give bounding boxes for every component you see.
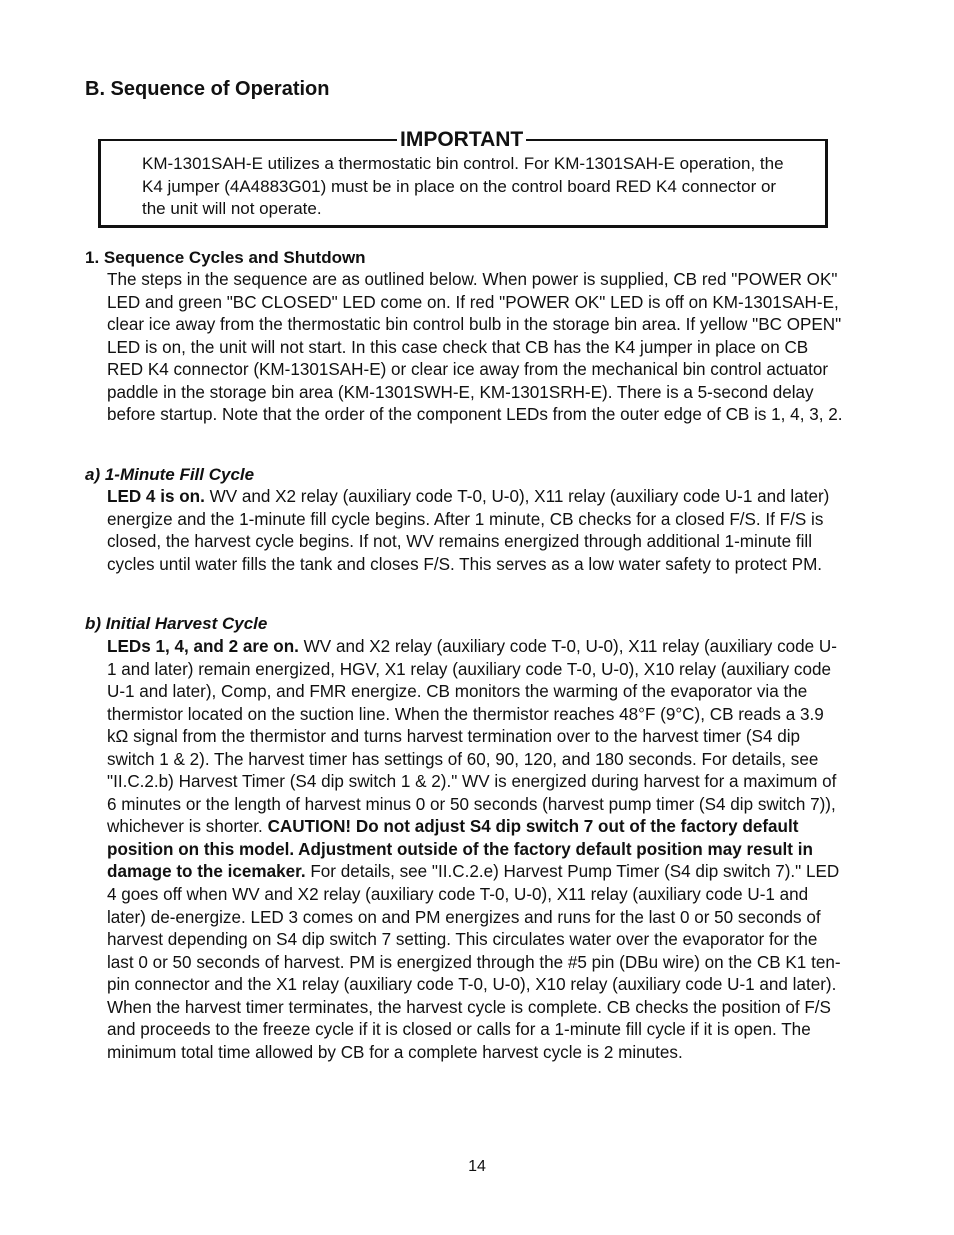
fill-cycle-text: WV and X2 relay (auxiliary code T-0, U-0), X11 relay (auxiliary code U-1 and later) energize and the 1-minute fill cycle begins. After 1 minute, CB checks for a closed F/S. If F/S is closed, the harvest cycle begins. If not, WV remains energized through additional 1-minute fill cycles until water fills the tank and closes F/S. This serves as a low water safety to protect PM. (107, 487, 830, 574)
section-title-sequence-cycles: 1. Sequence Cycles and Shutdown (85, 248, 366, 267)
harvest-text-part2: For details, see "II.C.2.e) Harvest Pump Timer (S4 dip switch 7)." LED 4 goes off when WV and X2 relay (auxiliary code T-0, U-0), X11 relay (auxiliary code U-1 and later) de-energize. LED 3 comes on and PM energizes and runs for the last 0 or 50 seconds of harvest depending on S4 dip switch 7 setting. This circulates water over the evaporator for the last 0 or 50 seconds of harvest. PM is energized through the #5 pin (DBu wire) on the CB K1 ten-pin connector and the X1 relay (auxiliary code T-0, U-0), X10 relay (auxiliary code U-1 and later). When the harvest timer terminates, the harvest cycle is complete. CB checks the position of F/S and proceeds to the freeze cycle if it is closed or calls for a 1-minute fill cycle if it is open. The minimum total time allowed by CB for a complete harvest cycle is 2 minutes. (107, 862, 841, 1062)
section-body-sequence-cycles: The steps in the sequence are as outlined below. When power is supplied, CB red "POWER OK" LED and green "BC CLOSED" LED come on. If red "POWER OK" LED is off on KM-1301SAH-E, clear ice away from the thermostatic bin control bulb in the storage bin area. If yellow "BC OPEN" LED is on, the unit will not start. In this case check that CB has the K4 jumper in place on CB RED K4 connector (KM-1301SAH-E) or clear ice away from the mechanical bin control actuator paddle in the storage bin area (KM-1301SWH-E, KM-1301SRH-E). There is a 5-second delay before startup. Note that the order of the component LEDs from the outer edge of CB is 1, 4, 3, 2. (107, 270, 843, 425)
harvest-text-part1: WV and X2 relay (auxiliary code T-0, U-0), X11 relay (auxiliary code U-1 and later) remain energized, HGV, X1 relay (auxiliary code T-0, U-0), X10 relay (auxiliary code U-1 and later), Comp, and FMR energize. CB monitors the warming of the evaporator via the thermistor located on the suction line. When the thermistor reaches 48°F (9°C), CB reads a 3.9 kΩ signal from the thermistor and turns harvest termination over to the harvest timer (S4 dip switch 1 & 2). The harvest timer has settings of 60, 90, 120, and 180 seconds. For details, see "II.C.2.b) Harvest Timer (S4 dip switch 1 & 2)." WV is energized during harvest for a maximum of 6 minutes or the length of harvest minus 0 or 50 seconds (harvest pump timer (S4 dip switch 7)), whichever is shorter. (107, 637, 837, 837)
section-body-fill-cycle (107, 486, 843, 576)
important-label: IMPORTANT (397, 129, 526, 151)
section-title-initial-harvest: b) Initial Harvest Cycle (85, 614, 268, 633)
harvest-lead: LEDs 1, 4, and 2 are on. (107, 637, 299, 656)
harvest-caution: CAUTION! Do not adjust S4 dip switch 7 out of the factory default position on this model. Adjustment outside of the factory default position may result in damage to the icemaker. (107, 817, 813, 882)
page-number: 14 (468, 1158, 486, 1175)
important-text: KM-1301SAH-E utilizes a thermostatic bin control. For KM-1301SAH-E operation, the K4 jumper (4A4883G01) must be in place on the control board RED K4 connector or the unit will not operate. (142, 154, 784, 218)
section-title-fill-cycle: a) 1-Minute Fill Cycle (85, 465, 255, 484)
page-heading: B. Sequence of Operation (85, 78, 330, 100)
fill-cycle-lead: LED 4 is on. (107, 487, 205, 506)
important-notice-box (98, 128, 828, 228)
section-body-initial-harvest (107, 636, 843, 1064)
